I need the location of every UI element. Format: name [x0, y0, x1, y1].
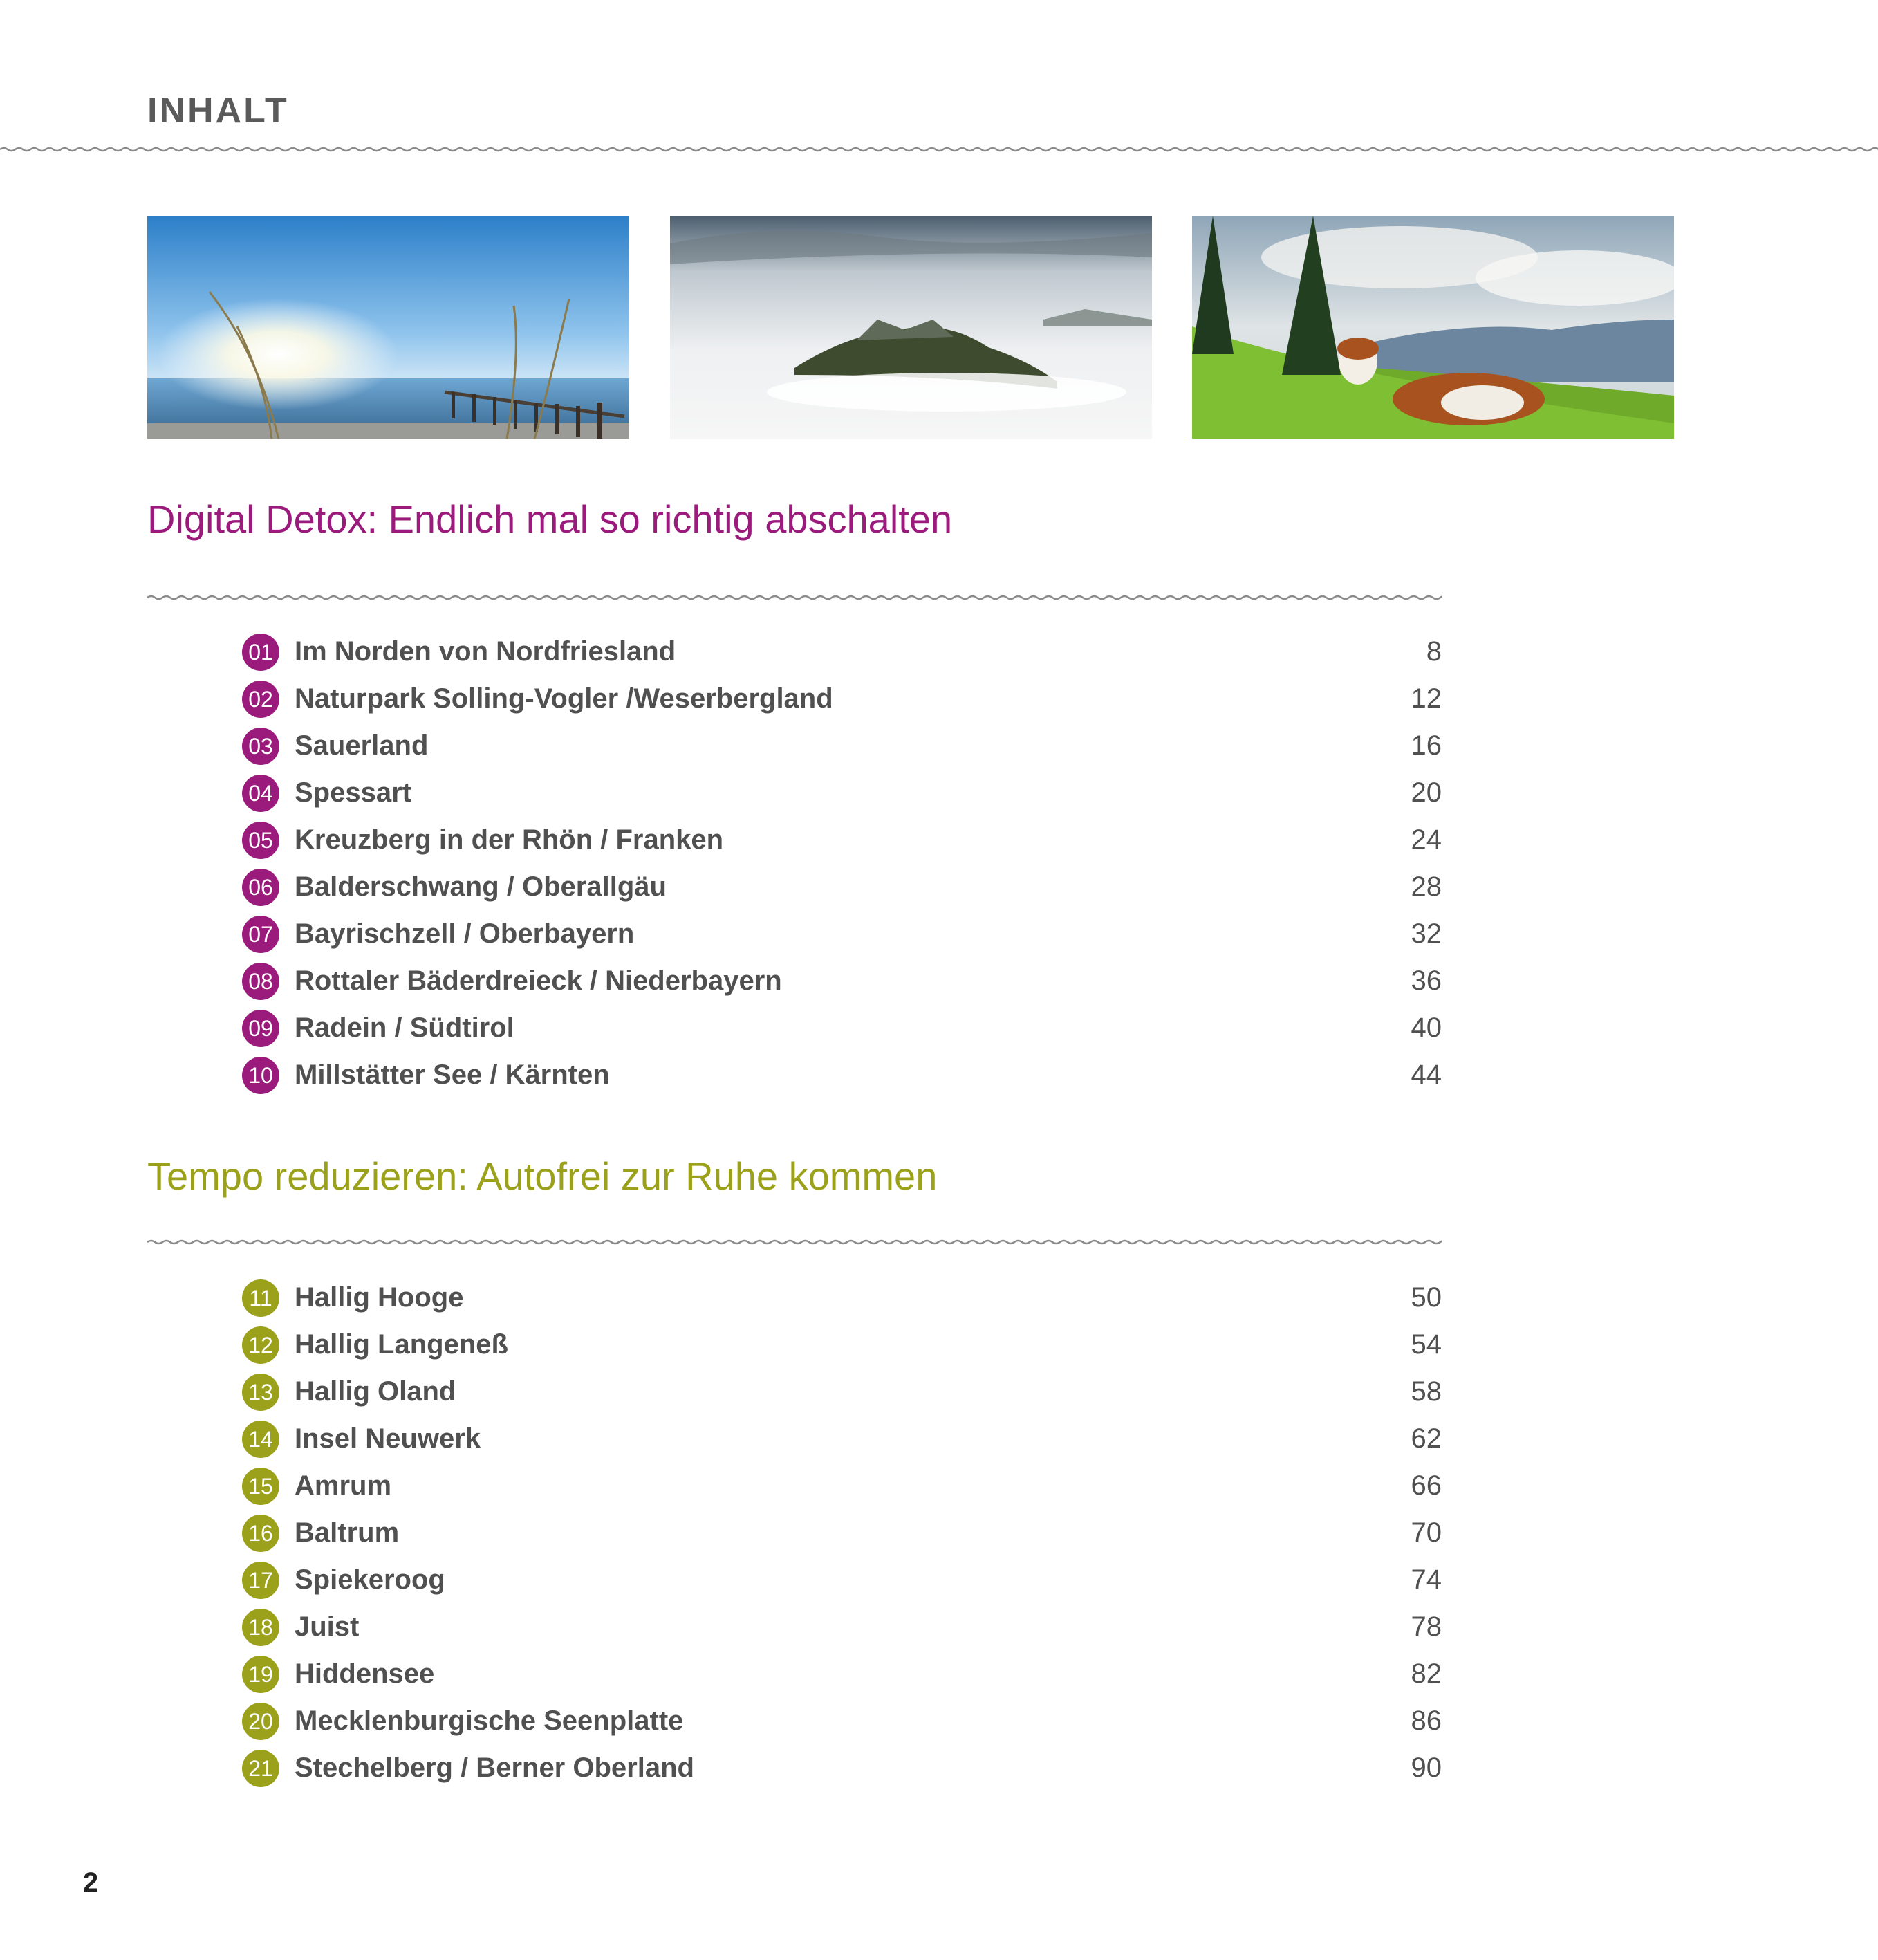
toc-entry[interactable]: [242, 725, 1442, 772]
chapter-number-badge: 09: [242, 1010, 279, 1047]
toc-entry[interactable]: [242, 1653, 1442, 1700]
cow-photo: [1192, 216, 1674, 439]
chapter-number-badge: 13: [242, 1374, 279, 1411]
toc-entry[interactable]: [242, 1054, 1442, 1101]
chapter-number-badge: 07: [242, 916, 279, 953]
chapter-number-badge: 01: [242, 634, 279, 671]
chapter-number-badge: 18: [242, 1609, 279, 1646]
toc-entry[interactable]: [242, 1007, 1442, 1054]
chapter-title: Radein / Südtirol: [295, 1013, 514, 1043]
chapter-number-badge: 21: [242, 1750, 279, 1787]
chapter-title: Spessart: [295, 777, 411, 808]
chapter-number-badge: 04: [242, 775, 279, 812]
toc-entry[interactable]: [242, 1371, 1442, 1418]
chapter-title: Im Norden von Nordfriesland: [295, 636, 676, 667]
chapter-title: Amrum: [295, 1470, 392, 1501]
chapter-page-number: 66: [1411, 1470, 1442, 1501]
page-number: 2: [83, 1867, 99, 1898]
toc-entry[interactable]: [242, 631, 1442, 678]
section-heading-tempo-reduzieren: Tempo reduzieren: Autofrei zur Ruhe kommen: [147, 1154, 938, 1198]
chapter-page-number: 62: [1411, 1423, 1442, 1454]
toc-entry[interactable]: [242, 1418, 1442, 1465]
chapter-page-number: 16: [1411, 730, 1442, 761]
chapter-title: Hallig Oland: [295, 1376, 456, 1407]
chapter-number-badge: 20: [242, 1703, 279, 1740]
chapter-page-number: 28: [1411, 871, 1442, 902]
chapter-title: Sauerland: [295, 730, 429, 761]
chapter-title: Hiddensee: [295, 1658, 435, 1689]
chapter-title: Stechelberg / Berner Oberland: [295, 1753, 694, 1783]
chapter-title: Mecklenburgische Seenplatte: [295, 1705, 684, 1736]
wavy-divider-section-2: [147, 1237, 1442, 1247]
toc-entry[interactable]: [242, 1559, 1442, 1606]
chapter-number-badge: 11: [242, 1279, 279, 1317]
chapter-number-badge: 15: [242, 1468, 279, 1505]
chapter-number-badge: 16: [242, 1515, 279, 1552]
chapter-page-number: 12: [1411, 683, 1442, 714]
toc-entry[interactable]: [242, 1700, 1442, 1747]
chapter-number-badge: 02: [242, 681, 279, 718]
chapter-title: Bayrischzell / Oberbayern: [295, 918, 635, 949]
chapter-number-badge: 19: [242, 1656, 279, 1693]
chapter-title: Juist: [295, 1611, 360, 1642]
page-title: INHALT: [147, 91, 289, 131]
chapter-number-badge: 12: [242, 1326, 279, 1364]
chapter-number-badge: 03: [242, 728, 279, 765]
chapter-page-number: 54: [1411, 1329, 1442, 1360]
wavy-divider-section-1: [147, 593, 1442, 602]
toc-entry[interactable]: [242, 1324, 1442, 1371]
chapter-page-number: 20: [1411, 777, 1442, 808]
toc-entry[interactable]: [242, 1277, 1442, 1324]
chapter-number-badge: 10: [242, 1057, 279, 1094]
toc-list-tempo-reduzieren: [242, 1277, 1442, 1794]
chapter-page-number: 36: [1411, 965, 1442, 996]
chapter-title: Rottaler Bäderdreieck / Niederbayern: [295, 965, 782, 996]
chapter-title: Hallig Langeneß: [295, 1329, 508, 1360]
chapter-page-number: 50: [1411, 1282, 1442, 1313]
chapter-title: Insel Neuwerk: [295, 1423, 481, 1454]
chapter-title: Naturpark Solling-Vogler /Weserbergland: [295, 683, 833, 714]
chapter-title: Millstätter See / Kärnten: [295, 1060, 610, 1090]
toc-entry[interactable]: [242, 772, 1442, 819]
chapter-page-number: 86: [1411, 1705, 1442, 1736]
toc-entry[interactable]: [242, 1512, 1442, 1559]
chapter-page-number: 8: [1426, 636, 1442, 667]
chapter-page-number: 82: [1411, 1658, 1442, 1689]
toc-entry[interactable]: [242, 913, 1442, 960]
chapter-page-number: 78: [1411, 1611, 1442, 1642]
toc-entry[interactable]: [242, 819, 1442, 866]
chapter-title: Spiekeroog: [295, 1564, 445, 1595]
chapter-page-number: 24: [1411, 824, 1442, 855]
toc-entry[interactable]: [242, 960, 1442, 1007]
beach-photo: [147, 216, 629, 439]
toc-entry[interactable]: [242, 1465, 1442, 1512]
chapter-page-number: 70: [1411, 1517, 1442, 1548]
toc-entry[interactable]: [242, 1747, 1442, 1794]
toc-list-digital-detox: [242, 631, 1442, 1101]
chapter-title: Baltrum: [295, 1517, 400, 1548]
chapter-page-number: 32: [1411, 918, 1442, 949]
chapter-number-badge: 06: [242, 869, 279, 906]
wavy-divider-top: [0, 144, 1878, 155]
chapter-number-badge: 14: [242, 1421, 279, 1458]
chapter-title: Balderschwang / Oberallgäu: [295, 871, 667, 902]
chapter-number-badge: 05: [242, 822, 279, 859]
chapter-page-number: 40: [1411, 1013, 1442, 1043]
chapter-page-number: 58: [1411, 1376, 1442, 1407]
section-heading-digital-detox: Digital Detox: Endlich mal so richtig abschalten: [147, 497, 953, 541]
chapter-number-badge: 17: [242, 1562, 279, 1599]
chapter-page-number: 90: [1411, 1753, 1442, 1783]
chapter-title: Kreuzberg in der Rhön / Franken: [295, 824, 724, 855]
chapter-page-number: 74: [1411, 1564, 1442, 1595]
chapter-page-number: 44: [1411, 1060, 1442, 1090]
chapter-number-badge: 08: [242, 963, 279, 1000]
fog-photo: [670, 216, 1152, 439]
chapter-title: Hallig Hooge: [295, 1282, 464, 1313]
toc-entry[interactable]: [242, 678, 1442, 725]
toc-entry[interactable]: [242, 1606, 1442, 1653]
toc-entry[interactable]: [242, 866, 1442, 913]
